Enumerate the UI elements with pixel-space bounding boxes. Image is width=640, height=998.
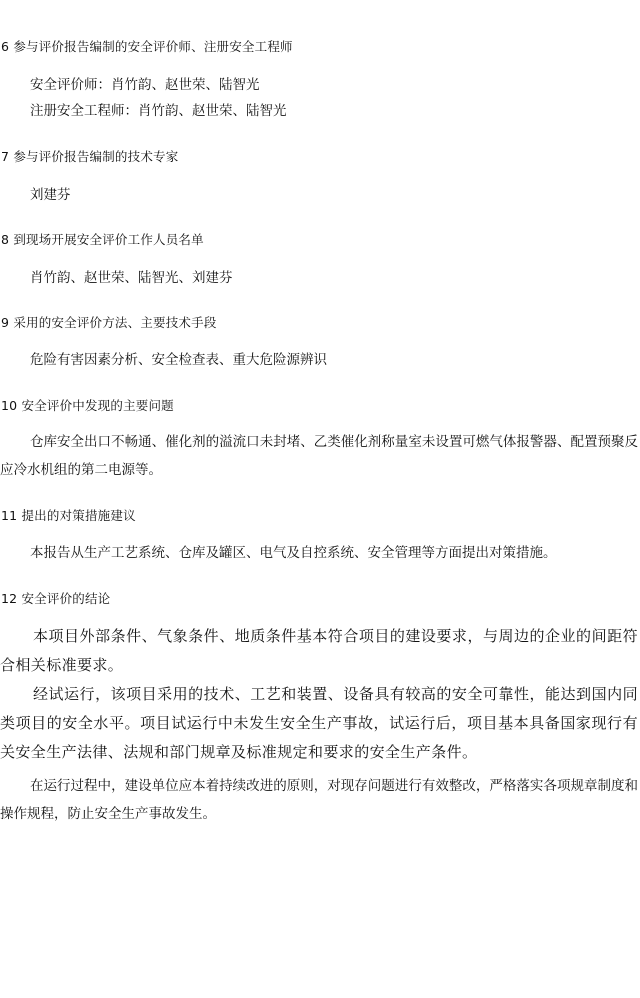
section-10-heading: 10 安全评价中发现的主要问题: [1, 398, 174, 413]
section-8-heading: 8 到现场开展安全评价工作人员名单: [1, 232, 204, 247]
section-12-conclusion-2: 经试运行，该项目采用的技术、工艺和装置、设备具有较高的安全可靠性，能达到国内同类项目的安全水平。项目试运行中未发生安全生产事故，试运行后，项目基本具备国家现行有关安全生产法律、法规和部门规章及标准规定和要求的安全生产条件。: [0, 685, 638, 761]
section-12-conclusion-1: 本项目外部条件、气象条件、地质条件基本符合项目的建设要求，与周边的企业的间距符合相关标准要求。: [0, 627, 638, 674]
section-7-experts: 刘建芬: [30, 187, 71, 203]
section-6-engineers: 注册安全工程师：肖竹韵、赵世荣、陆智光: [30, 103, 287, 119]
section-8-staff: 肖竹韵、赵世荣、陆智光、刘建芬: [30, 270, 233, 286]
section-7-heading: 7 参与评价报告编制的技术专家: [1, 149, 179, 164]
section-10-issues: 仓库安全出口不畅通、催化剂的溢流口未封堵、乙类催化剂称量室未设置可燃气体报警器、配置预聚反应冷水机组的第二电源等。: [0, 434, 638, 478]
section-9-methods: 危险有害因素分析、安全检查表、重大危险源辨识: [30, 352, 327, 368]
section-11-heading: 11 提出的对策措施建议: [1, 508, 136, 523]
section-9-heading: 9 采用的安全评价方法、主要技术手段: [1, 315, 217, 330]
section-12-heading: 12 安全评价的结论: [1, 591, 111, 606]
section-11-measures: 本报告从生产工艺系统、仓库及罐区、电气及自控系统、安全管理等方面提出对策措施。: [30, 545, 557, 561]
section-6-evaluators: 安全评价师：肖竹韵、赵世荣、陆智光: [30, 77, 260, 93]
section-6-heading: 6 参与评价报告编制的安全评价师、注册安全工程师: [1, 39, 293, 54]
section-12-conclusion-3: 在运行过程中，建设单位应本着持续改进的原则，对现存问题进行有效整改，严格落实各项规章制度和操作规程，防止安全生产事故发生。: [0, 778, 638, 822]
